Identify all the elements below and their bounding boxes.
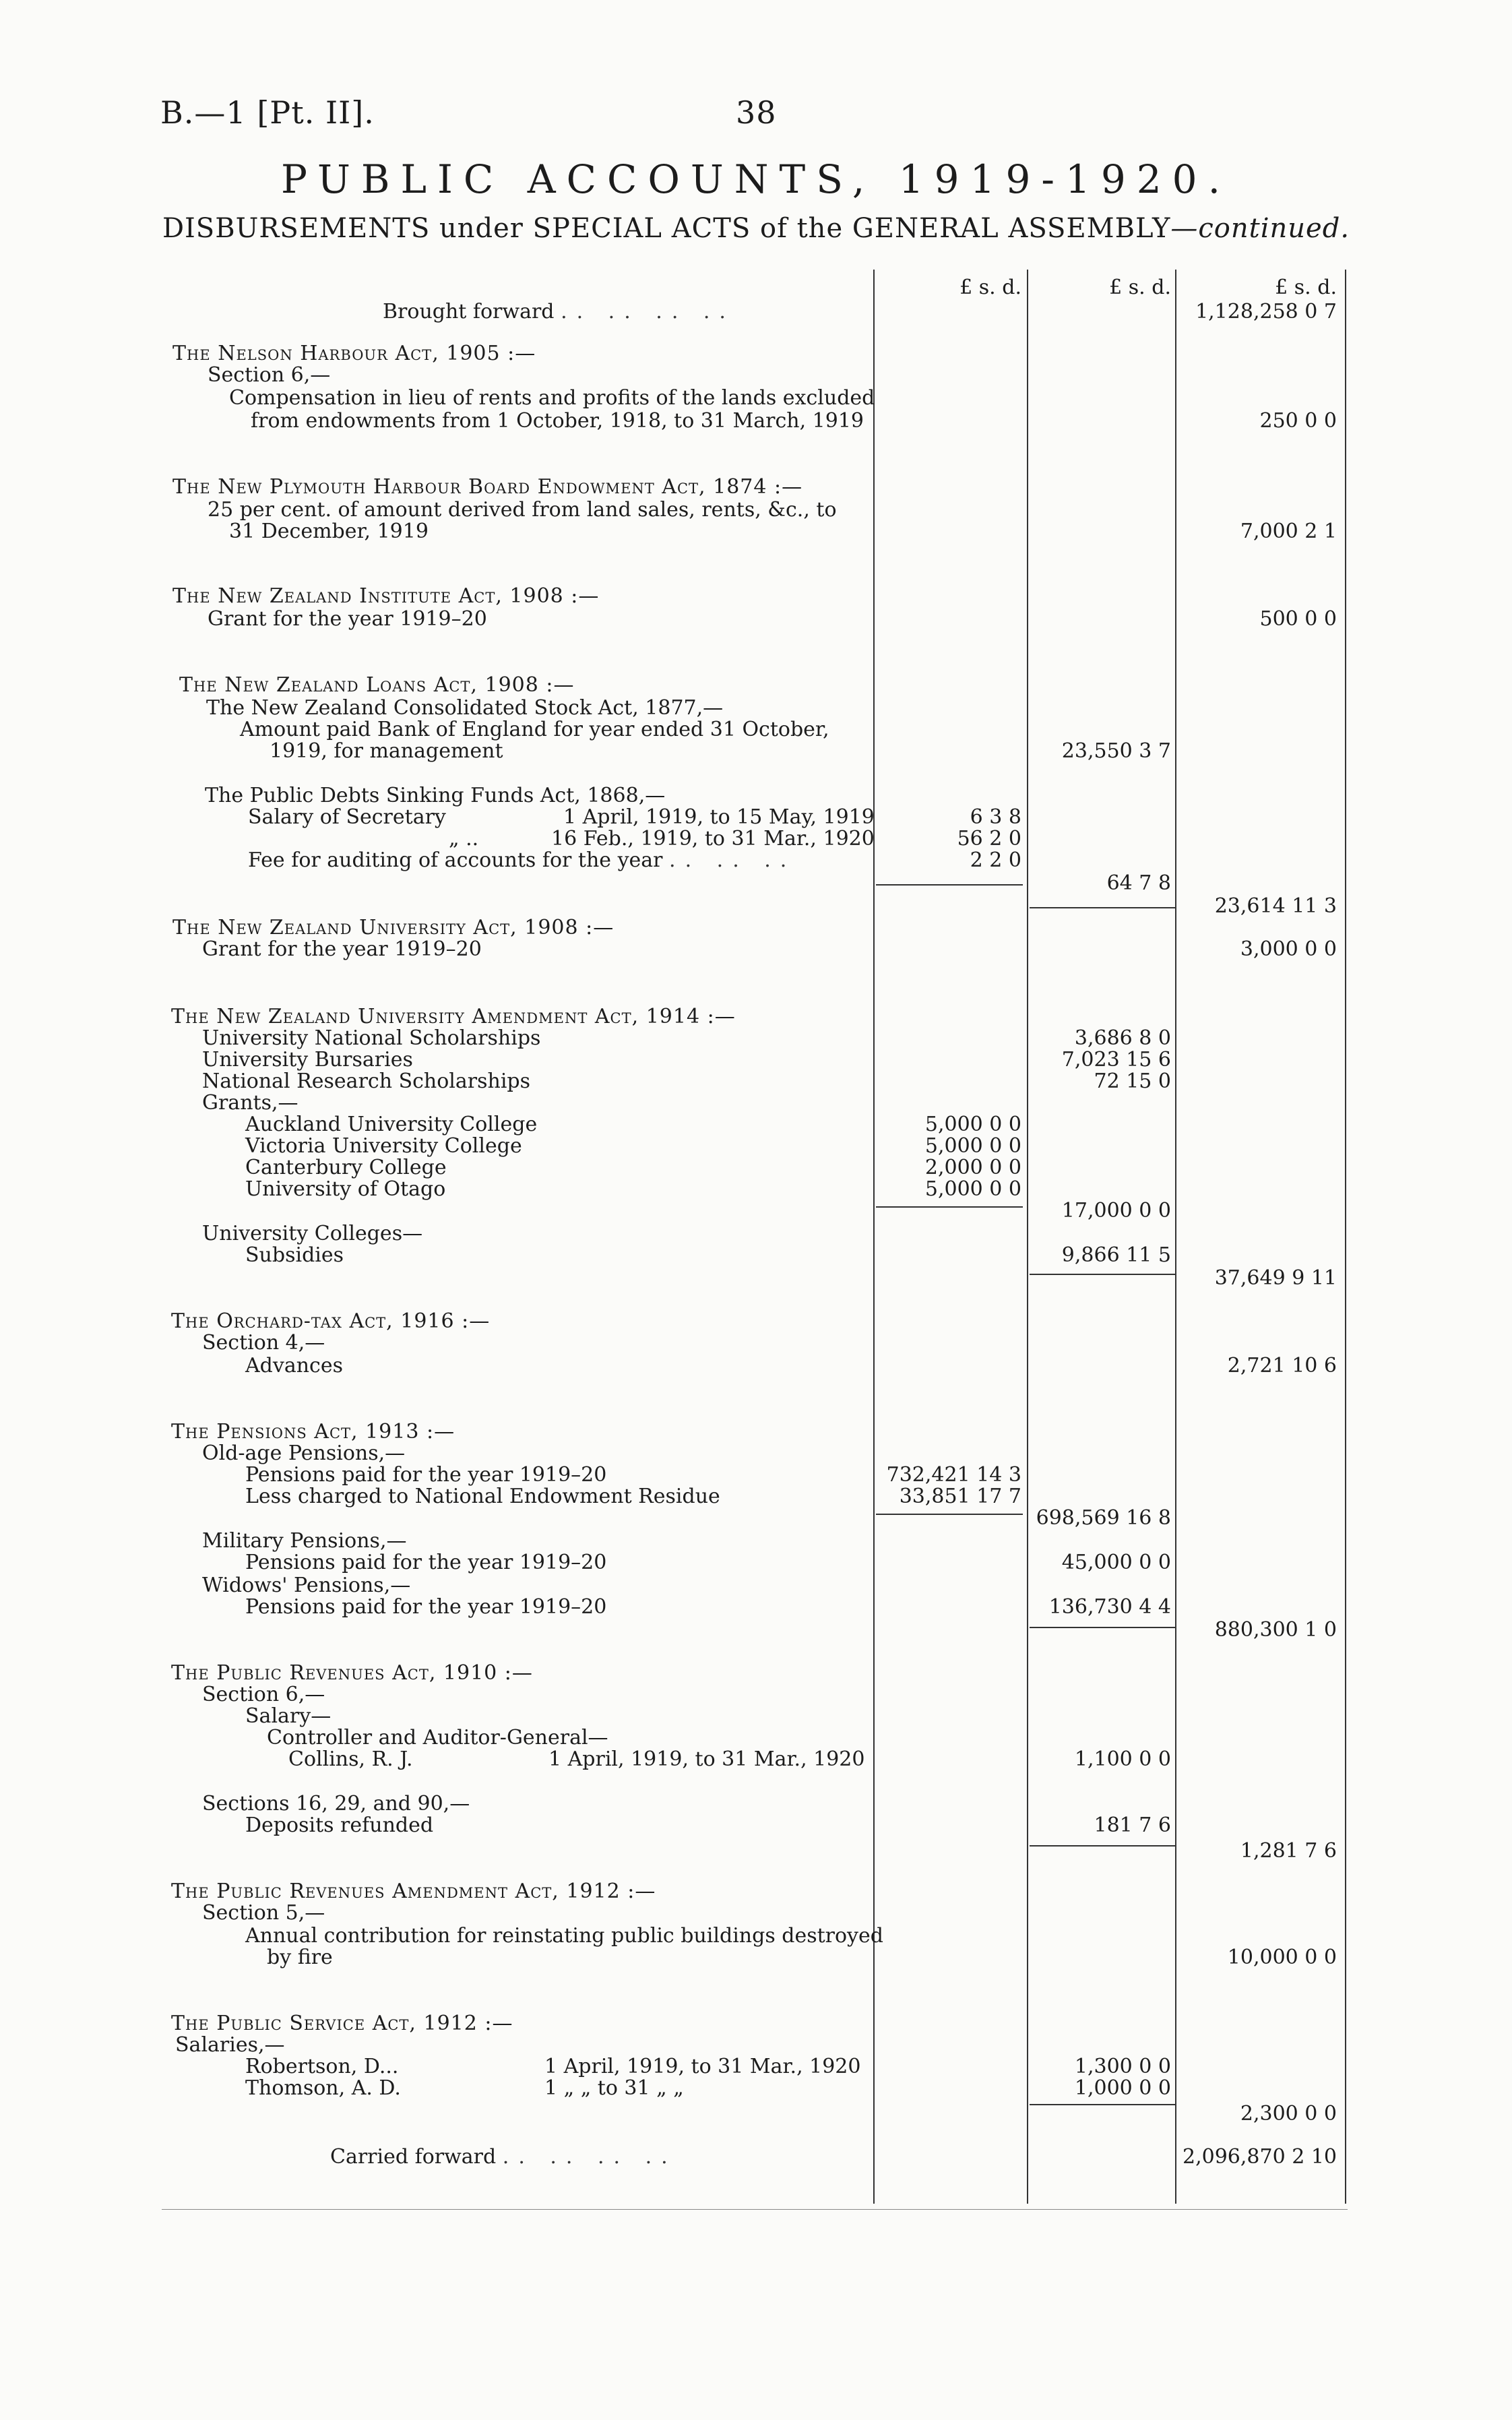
loans-ditto: „ .. bbox=[449, 827, 479, 850]
carried-forward-label: Carried forward .. .. .. .. bbox=[330, 2145, 677, 2169]
service-thomson-label: Thomson, A. D. bbox=[245, 2076, 401, 2100]
revenues-collins-label: Collins, R. J. bbox=[288, 1747, 413, 1771]
loans-rule-1 bbox=[876, 884, 1023, 886]
univamend-auckland-label: Auckland University College bbox=[245, 1113, 538, 1136]
service-thomson-dates: 1 „ „ to 31 „ „ bbox=[544, 2076, 684, 2100]
university-total: 3,000 0 0 bbox=[1240, 937, 1337, 961]
nelson-section: Section 6,— bbox=[208, 363, 331, 387]
pensions-military-label: Pensions paid for the year 1919–20 bbox=[245, 1551, 607, 1574]
orchard-total: 2,721 10 6 bbox=[1227, 1354, 1337, 1377]
page-number: 38 bbox=[736, 94, 777, 131]
revamend-section: Section 5,— bbox=[202, 1901, 325, 1925]
pensions-rule-2 bbox=[1030, 1627, 1175, 1628]
column-rule-4 bbox=[1345, 270, 1346, 2204]
univamend-canterbury: 2,000 0 0 bbox=[924, 1156, 1021, 1179]
service-robertson: 1,300 0 0 bbox=[1074, 2055, 1171, 2078]
revenues-rule bbox=[1030, 1845, 1175, 1847]
univamend-canterbury-label: Canterbury College bbox=[245, 1156, 447, 1179]
loans-act-heading: The New Zealand Loans Act, 1908 :— bbox=[179, 673, 575, 697]
university-line-1: Grant for the year 1919–20 bbox=[202, 937, 482, 961]
univamend-rule-1 bbox=[876, 1206, 1023, 1208]
revenues-sections: Sections 16, 29, and 90,— bbox=[202, 1792, 470, 1816]
univamend-research: 72 15 0 bbox=[1094, 1069, 1171, 1093]
loans-salary-label: Salary of Secretary bbox=[248, 805, 446, 829]
revenues-salary: Salary— bbox=[245, 1704, 332, 1728]
revenues-deposits-label: Deposits refunded bbox=[245, 1813, 434, 1837]
page-subtitle bbox=[0, 213, 1512, 244]
institute-line-1: Grant for the year 1919–20 bbox=[208, 607, 487, 631]
loans-sinking-act: The Public Debts Sinking Funds Act, 1868,— bbox=[205, 784, 666, 807]
revenues-total: 1,281 7 6 bbox=[1240, 1839, 1337, 1863]
univamend-total: 37,649 9 11 bbox=[1214, 1266, 1337, 1290]
univamend-bursaries-label: University Bursaries bbox=[202, 1048, 413, 1072]
revamend-act-heading: The Public Revenues Amendment Act, 1912 :— bbox=[171, 1880, 656, 1903]
newplymouth-act-heading: The New Plymouth Harbour Board Endowment Act, 1874 :— bbox=[172, 475, 803, 499]
nelson-line-1: Compensation in lieu of rents and profits of the lands excluded bbox=[229, 386, 875, 410]
revenues-deposits: 181 7 6 bbox=[1094, 1813, 1171, 1837]
univamend-colleges: University Colleges— bbox=[202, 1222, 423, 1245]
univamend-grants-total: 17,000 0 0 bbox=[1061, 1199, 1171, 1222]
revenues-section: Section 6,— bbox=[202, 1683, 325, 1706]
revamend-total: 10,000 0 0 bbox=[1227, 1946, 1337, 1969]
subtitle-main: DISBURSEMENTS under SPECIAL ACTS of the GENERAL ASSEMBLY bbox=[162, 213, 1171, 244]
univamend-subsidies-label: Subsidies bbox=[245, 1243, 344, 1267]
column-rule-2 bbox=[1027, 270, 1028, 2204]
loans-line-1: Amount paid Bank of England for year ended 31 October, bbox=[240, 718, 829, 741]
univamend-victoria-label: Victoria University College bbox=[245, 1134, 522, 1158]
univamend-act-heading: The New Zealand University Amendment Act, 1914 :— bbox=[171, 1005, 736, 1028]
revamend-line-1: Annual contribution for reinstating public buildings destroyed bbox=[245, 1924, 883, 1948]
pensions-paid-label: Pensions paid for the year 1919–20 bbox=[245, 1463, 607, 1487]
revenues-act-heading: The Public Revenues Act, 1910 :— bbox=[171, 1661, 533, 1685]
newplymouth-line-2: 31 December, 1919 bbox=[229, 520, 429, 543]
revenues-collins: 1,100 0 0 bbox=[1074, 1747, 1171, 1771]
revenues-collins-dates: 1 April, 1919, to 31 Mar., 1920 bbox=[548, 1747, 865, 1771]
loans-total: 23,614 11 3 bbox=[1214, 894, 1337, 918]
brought-forward-label: Brought forward .. .. .. .. bbox=[383, 300, 735, 323]
pensions-paid: 732,421 14 3 bbox=[886, 1463, 1021, 1487]
loans-subtotal: 64 7 8 bbox=[1106, 871, 1171, 895]
pensions-less-label: Less charged to National Endowment Residue bbox=[245, 1485, 720, 1508]
service-salaries: Salaries,— bbox=[175, 2033, 285, 2057]
orchard-advances-label: Advances bbox=[245, 1354, 343, 1377]
column-rule-1 bbox=[873, 270, 875, 2204]
loans-salary-dates-1: 1 April, 1919, to 15 May, 1919 bbox=[563, 805, 875, 829]
service-robertson-label: Robertson, D... bbox=[245, 2055, 399, 2078]
univamend-subsidies: 9,866 11 5 bbox=[1061, 1243, 1171, 1267]
loans-salary-1: 6 3 8 bbox=[970, 805, 1021, 829]
column-rule-3 bbox=[1175, 270, 1176, 2204]
pensions-widows-amount: 136,730 4 4 bbox=[1048, 1595, 1171, 1619]
orchard-section: Section 4,— bbox=[202, 1331, 325, 1355]
univamend-national-label: University National Scholarships bbox=[202, 1026, 541, 1050]
loans-fee: 2 2 0 bbox=[970, 848, 1021, 872]
univamend-victoria: 5,000 0 0 bbox=[924, 1134, 1021, 1158]
pensions-act-heading: The Pensions Act, 1913 :— bbox=[171, 1420, 455, 1444]
univamend-bursaries: 7,023 15 6 bbox=[1061, 1048, 1171, 1072]
service-total: 2,300 0 0 bbox=[1240, 2102, 1337, 2126]
univamend-grants: Grants,— bbox=[202, 1091, 298, 1115]
subtitle-continued: —continued. bbox=[1170, 213, 1350, 244]
institute-act-heading: The New Zealand Institute Act, 1908 :— bbox=[172, 584, 600, 608]
orchard-act-heading: The Orchard-tax Act, 1916 :— bbox=[171, 1309, 491, 1333]
univamend-auckland: 5,000 0 0 bbox=[924, 1113, 1021, 1136]
loans-stock-act: The New Zealand Consolidated Stock Act, 1877,— bbox=[206, 696, 724, 720]
col-header-2: £ s. d. bbox=[1109, 276, 1171, 299]
loans-management: 23,550 3 7 bbox=[1061, 739, 1171, 763]
univamend-rule-2 bbox=[1030, 1274, 1175, 1275]
pensions-oldage-net: 698,569 16 8 bbox=[1036, 1506, 1171, 1530]
col-header-3: £ s. d. bbox=[1275, 276, 1337, 299]
page-title: PUBLIC ACCOUNTS, 1919-1920. bbox=[280, 156, 1232, 202]
univamend-otago: 5,000 0 0 bbox=[924, 1177, 1021, 1201]
bottom-rule bbox=[162, 2209, 1348, 2210]
loans-fee-label: Fee for auditing of accounts for the year .. .. .. bbox=[248, 848, 796, 872]
service-rule bbox=[1030, 2104, 1175, 2105]
service-robertson-dates: 1 April, 1919, to 31 Mar., 1920 bbox=[544, 2055, 861, 2078]
pensions-military: Military Pensions,— bbox=[202, 1529, 407, 1553]
pensions-oldage: Old-age Pensions,— bbox=[202, 1441, 406, 1465]
univamend-research-label: National Research Scholarships bbox=[202, 1069, 531, 1093]
university-act-heading: The New Zealand University Act, 1908 :— bbox=[172, 916, 615, 939]
loans-rule-2 bbox=[1030, 907, 1175, 908]
carried-forward-total: 2,096,870 2 10 bbox=[1182, 2145, 1337, 2169]
newplymouth-line-1: 25 per cent. of amount derived from land sales, rents, &c., to bbox=[208, 498, 837, 522]
brought-forward-total: 1,128,258 0 7 bbox=[1195, 300, 1337, 323]
service-thomson: 1,000 0 0 bbox=[1074, 2076, 1171, 2100]
nelson-line-2: from endowments from 1 October, 1918, to 31 March, 1919 bbox=[251, 409, 864, 433]
nelson-act-heading: The Nelson Harbour Act, 1905 :— bbox=[172, 342, 536, 365]
pensions-widows-label: Pensions paid for the year 1919–20 bbox=[245, 1595, 607, 1619]
col-header-1: £ s. d. bbox=[959, 276, 1021, 299]
newplymouth-total: 7,000 2 1 bbox=[1240, 520, 1337, 543]
page-reference: B.—1 [Pt. II]. bbox=[160, 94, 375, 131]
service-act-heading: The Public Service Act, 1912 :— bbox=[171, 2012, 513, 2035]
pensions-widows: Widows' Pensions,— bbox=[202, 1574, 411, 1597]
pensions-rule-1 bbox=[876, 1514, 1023, 1515]
univamend-otago-label: University of Otago bbox=[245, 1177, 446, 1201]
univamend-national: 3,686 8 0 bbox=[1074, 1026, 1171, 1050]
pensions-total: 880,300 1 0 bbox=[1214, 1618, 1337, 1642]
loans-salary-2: 56 2 0 bbox=[957, 827, 1021, 850]
nelson-total: 250 0 0 bbox=[1259, 409, 1337, 433]
pensions-military-amount: 45,000 0 0 bbox=[1061, 1551, 1171, 1574]
revamend-line-2: by fire bbox=[267, 1946, 333, 1969]
institute-total: 500 0 0 bbox=[1259, 607, 1337, 631]
loans-salary-dates-2: 16 Feb., 1919, to 31 Mar., 1920 bbox=[551, 827, 875, 850]
revenues-controller: Controller and Auditor-General— bbox=[267, 1726, 608, 1749]
loans-line-2: 1919, for management bbox=[270, 739, 503, 763]
pensions-less: 33,851 17 7 bbox=[899, 1485, 1021, 1508]
